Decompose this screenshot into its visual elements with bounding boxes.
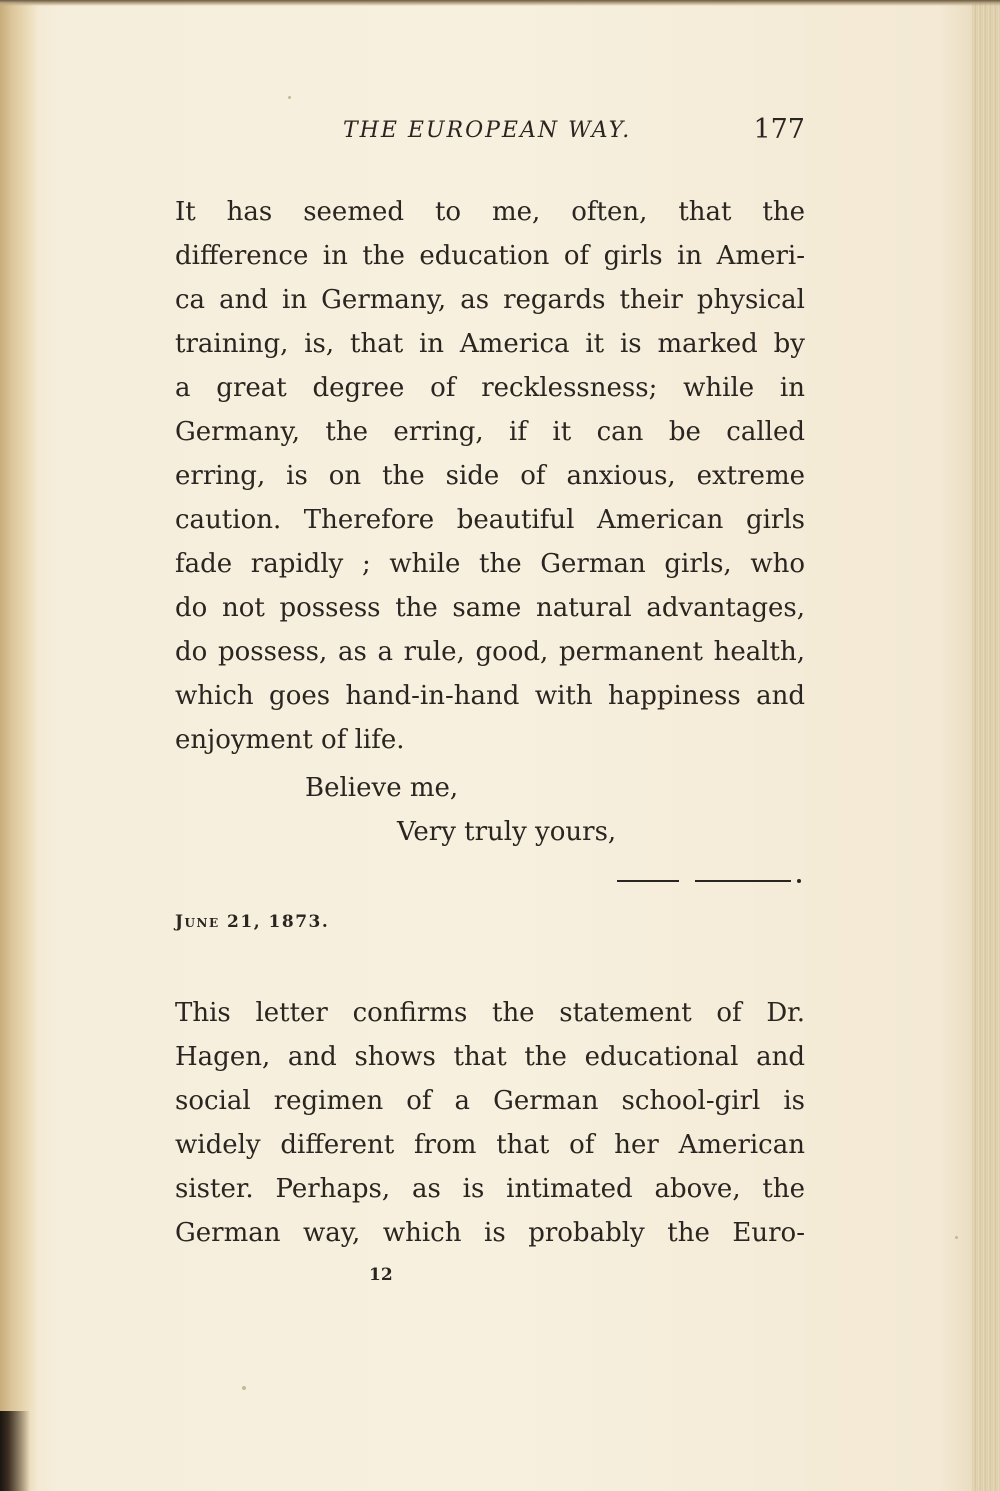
text-line: which goes hand-in-hand with happiness and bbox=[175, 681, 805, 711]
text-line: social regimen of a German school-girl is bbox=[175, 1086, 805, 1116]
text-line: caution. Therefore beautiful American girls bbox=[175, 505, 805, 535]
closing-salutation: Believe me, bbox=[305, 773, 459, 803]
text-line: do not possess the same natural advantages, bbox=[175, 593, 805, 623]
text-line: do possess, as a rule, good, permanent health, bbox=[175, 637, 805, 667]
running-head bbox=[175, 114, 805, 154]
closing-valediction: Very truly yours, bbox=[397, 817, 617, 847]
signature-dash-1 bbox=[617, 880, 679, 882]
text-line: erring, is on the side of anxious, extreme bbox=[175, 461, 805, 491]
text-line: enjoyment of life. bbox=[175, 725, 405, 755]
printer-signature-mark: 12 bbox=[369, 1265, 393, 1285]
text-line: difference in the education of girls in Ameri- bbox=[175, 241, 805, 271]
text-line: training, is, that in America it is marked by bbox=[175, 329, 805, 359]
signature-dash-2 bbox=[695, 880, 791, 882]
text-line: Hagen, and shows that the educational and bbox=[175, 1042, 805, 1072]
binding-dark-corner bbox=[0, 1411, 30, 1491]
text-line: Germany, the erring, if it can be called bbox=[175, 417, 805, 447]
paper-speck bbox=[242, 1386, 246, 1390]
paper-speck bbox=[288, 96, 291, 99]
text-line: It has seemed to me, often, that the bbox=[175, 197, 805, 227]
signature-period bbox=[797, 879, 801, 883]
letter-date: June 21, 1873. bbox=[175, 912, 330, 932]
text-line: sister. Perhaps, as is intimated above, the bbox=[175, 1174, 805, 1204]
text-line: German way, which is probably the Euro- bbox=[175, 1218, 805, 1248]
text-line: ca and in Germany, as regards their physical bbox=[175, 285, 805, 315]
page-binding-shadow bbox=[0, 0, 38, 1491]
text-line: a great degree of recklessness; while in bbox=[175, 373, 805, 403]
top-edge-shadow bbox=[0, 0, 1000, 6]
running-head-title: THE EUROPEAN WAY. bbox=[343, 118, 632, 143]
page-edge-stack bbox=[972, 0, 1000, 1491]
page-number: 177 bbox=[753, 114, 805, 145]
paragraph-1 bbox=[175, 190, 805, 762]
text-line: This letter confirms the statement of Dr. bbox=[175, 998, 805, 1028]
text-line: fade rapidly ; while the German girls, who bbox=[175, 549, 805, 579]
paper-speck bbox=[955, 1236, 958, 1239]
paragraph-2 bbox=[175, 991, 805, 1255]
text-line: widely different from that of her American bbox=[175, 1130, 805, 1160]
